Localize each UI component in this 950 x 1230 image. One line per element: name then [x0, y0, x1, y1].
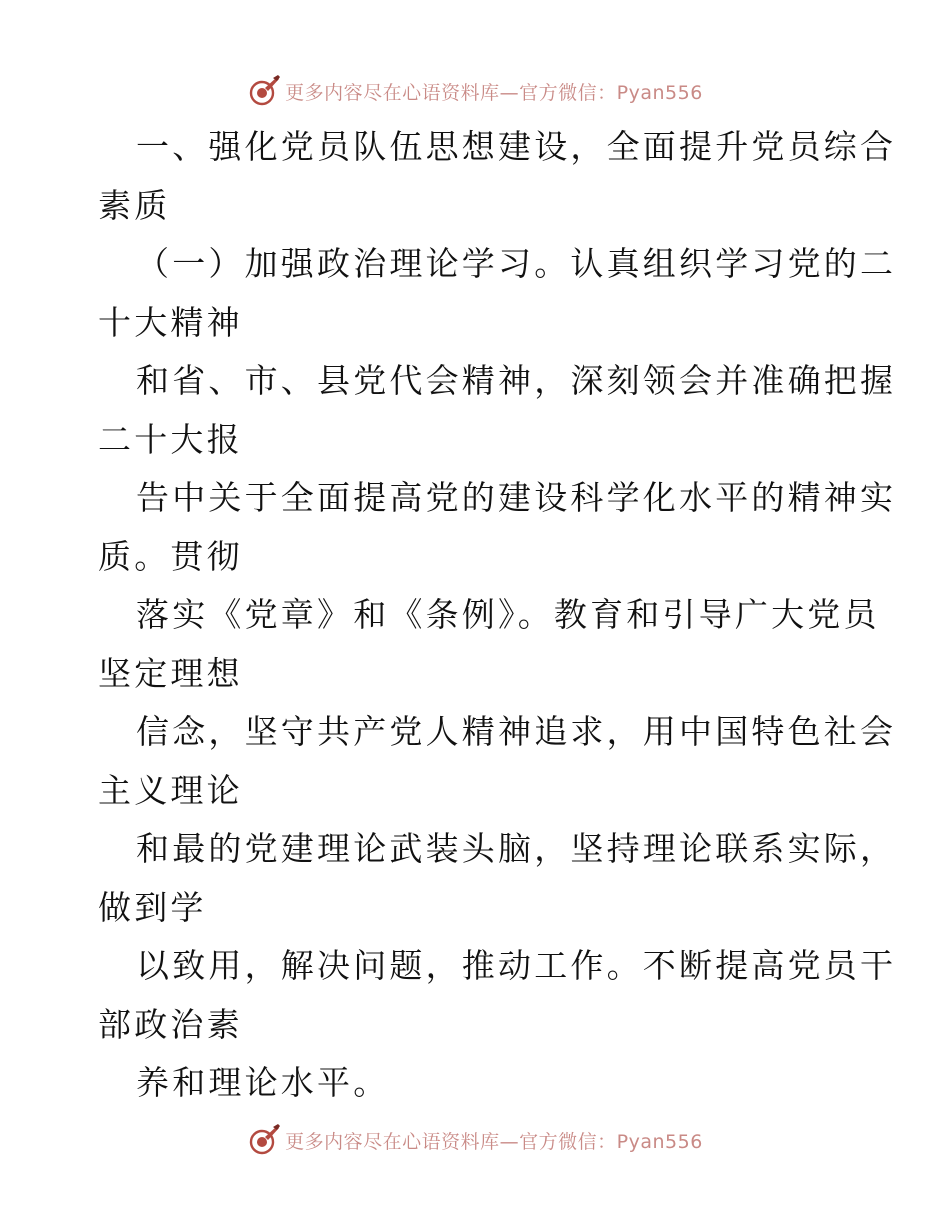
paragraph-line: 落实《党章》和《条例》。教育和引导广大党员	[136, 595, 880, 634]
paragraph-line: 养和理论水平。	[136, 1063, 390, 1102]
pen-nib-logo-icon	[247, 74, 281, 108]
paragraph-line: 坚定理想	[98, 653, 243, 693]
paragraph-line: 做到学	[98, 887, 207, 927]
heading-line: 一、强化党员队伍思想建设，全面提升党员综合	[136, 127, 897, 166]
document-body	[98, 118, 897, 1113]
paragraph-line: 质。贯彻	[98, 536, 243, 576]
paragraph-line: 信念，坚守共产党人精神追求，用中国特色社会	[136, 712, 897, 751]
header-banner-text: 更多内容尽在心语资料库—官方微信：Pyan556	[285, 81, 703, 104]
footer-banner-text: 更多内容尽在心语资料库—官方微信：Pyan556	[285, 1130, 703, 1153]
paragraph-line: 告中关于全面提高党的建设科学化水平的精神实	[136, 478, 897, 517]
paragraph-line: 和省、市、县党代会精神，深刻领会并准确把握	[136, 361, 897, 400]
header-banner	[0, 71, 950, 111]
heading-line: 素质	[98, 185, 171, 225]
paragraph-line: 主义理论	[98, 770, 243, 810]
paragraph-line: 十大精神	[98, 302, 243, 342]
paragraph-line: 二十大报	[98, 419, 243, 459]
pen-nib-logo-icon	[247, 1123, 281, 1157]
paragraph-line: 和最的党建理论武装头脑，坚持理论联系实际，	[136, 829, 897, 868]
paragraph-line: 以致用，解决问题，推动工作。不断提高党员干	[136, 946, 897, 985]
paragraph-line: 部政治素	[98, 1004, 243, 1044]
footer-banner	[0, 1120, 950, 1160]
paragraph-line: （一）加强政治理论学习。认真组织学习党的二	[136, 244, 897, 283]
